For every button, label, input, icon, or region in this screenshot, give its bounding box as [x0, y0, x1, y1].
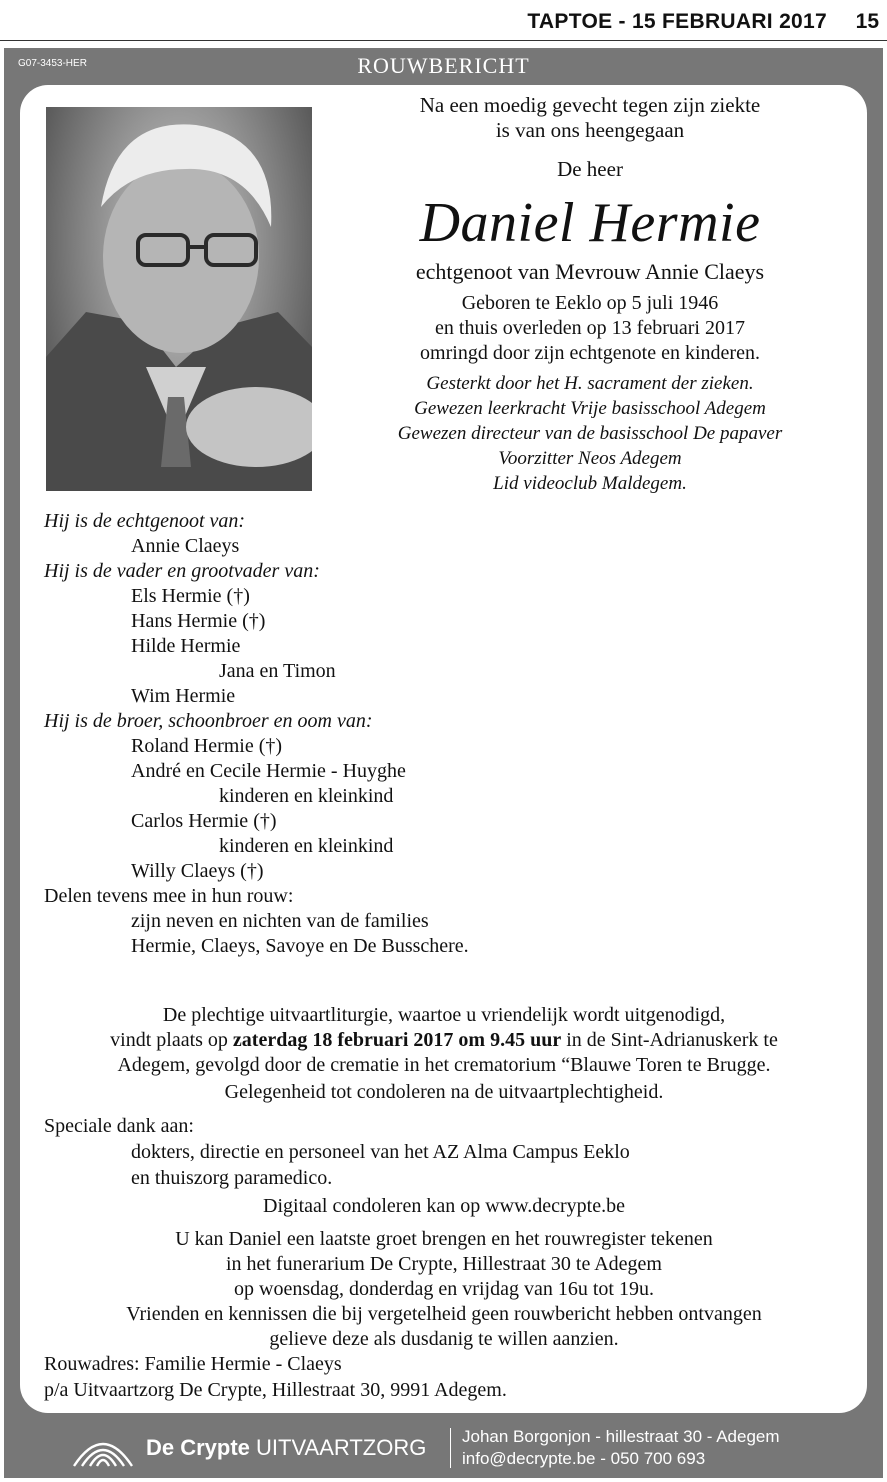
family-member: Carlos Hermie (†)	[131, 810, 277, 832]
honors-list	[320, 371, 860, 496]
address-line: Rouwadres: Familie Hermie - Claeys	[44, 1353, 342, 1375]
honor-line: Lid videoclub Maldegem.	[493, 473, 687, 494]
brand-name: De Crypte	[146, 1435, 250, 1460]
honor-line: Gesterkt door het H. sacrament der zieken.	[426, 373, 754, 394]
funeral-text: vindt plaats op	[110, 1029, 233, 1051]
family-member: Hilde Hermie	[131, 635, 241, 657]
family-member: Jana en Timon	[219, 660, 336, 682]
header-rule	[0, 40, 887, 41]
family-heading: Hij is de echtgenoot van:	[44, 510, 246, 532]
deceased-portrait	[46, 107, 312, 491]
honor-line: Gewezen leerkracht Vrije basisschool Adegem	[414, 398, 766, 419]
life-line: en thuis overleden op 13 februari 2017	[435, 317, 745, 339]
visit-line: U kan Daniel een laatste groet brengen en het rouwregister tekenen	[175, 1228, 713, 1250]
life-line: omringd door zijn echtgenote en kinderen.	[420, 342, 760, 364]
arch-lines-logo-icon	[70, 1428, 136, 1468]
life-details	[320, 291, 860, 366]
visit-line: Vrienden en kennissen die bij vergetelheid geen rouwbericht hebben ontvangen	[126, 1303, 762, 1325]
visit-line: in het funerarium De Crypte, Hillestraat 30 te Adegem	[226, 1253, 662, 1275]
notice-category: ROUWBERICHT	[357, 53, 530, 78]
family-member: Willy Claeys (†)	[131, 860, 264, 882]
thanks-line: en thuiszorg paramedico.	[131, 1167, 333, 1189]
address-line: p/a Uitvaartzorg De Crypte, Hillestraat 30, 9991 Adegem.	[44, 1379, 507, 1401]
funeral-date: zaterdag 18 februari 2017 om 9.45 uur	[232, 1029, 562, 1051]
contact-line: Johan Borgonjon - hillestraat 30 - Adegem	[462, 1427, 780, 1446]
funeral-announcement	[34, 1003, 854, 1078]
family-member: kinderen en kleinkind	[219, 835, 394, 857]
family-list	[44, 509, 844, 959]
family-member: Delen tevens mee in hun rouw:	[44, 885, 294, 907]
page-number: 15	[855, 10, 879, 33]
intro-text	[320, 93, 860, 143]
contact-line: info@decrypte.be - 050 700 693	[462, 1449, 706, 1468]
funeral-line: Adegem, gevolgd door de crematie in het crematorium “Blauwe Toren te Brugge.	[117, 1054, 771, 1076]
family-member: Roland Hermie (†)	[131, 735, 283, 757]
salutation: De heer	[557, 157, 623, 181]
thanks-heading: Speciale dank aan:	[44, 1115, 194, 1137]
family-member: André en Cecile Hermie - Huyghe	[131, 760, 406, 782]
intro-line: is van ons heengegaan	[495, 118, 685, 142]
life-line: Geboren te Eeklo op 5 juli 1946	[461, 292, 719, 314]
funeral-text: in de Sint-Adrianuskerk te	[561, 1029, 778, 1051]
honor-line: Voorzitter Neos Adegem	[498, 448, 682, 469]
digital-condolence: Digitaal condoleren kan op www.decrypte.be	[263, 1195, 625, 1217]
thanks-section	[44, 1113, 844, 1191]
funeral-line: De plechtige uitvaartliturgie, waartoe u vriendelijk wordt uitgenodigd,	[162, 1004, 726, 1026]
funeral-home-footer	[4, 1418, 883, 1478]
family-member: kinderen en kleinkind	[219, 785, 394, 807]
family-member: Hermie, Claeys, Savoye en De Busschere.	[131, 935, 469, 957]
family-heading: Hij is de broer, schoonbroer en oom van:	[44, 710, 373, 732]
condolence-note: Gelegenheid tot condoleren na de uitvaartplechtigheid.	[224, 1081, 664, 1103]
family-heading: Hij is de vader en grootvader van:	[44, 560, 320, 582]
visit-info	[34, 1227, 854, 1352]
funeral-home-brand	[146, 1435, 426, 1461]
intro-line: Na een moedig gevecht tegen zijn ziekte	[419, 93, 761, 117]
brand-suffix: UITVAARTZORG	[249, 1435, 427, 1460]
spouse-line: echtgenoot van Mevrouw Annie Claeys	[415, 259, 765, 284]
funeral-home-contact	[462, 1426, 780, 1470]
family-member: Wim Hermie	[131, 685, 236, 707]
page-header	[0, 0, 887, 44]
mourning-address	[44, 1351, 844, 1403]
visit-line: gelieve deze als dusdanig te willen aanzien.	[269, 1328, 619, 1350]
honor-line: Gewezen directeur van de basisschool De papaver	[397, 423, 783, 444]
visit-line: op woensdag, donderdag en vrijdag van 16u tot 19u.	[234, 1278, 654, 1300]
footer-divider	[450, 1428, 451, 1468]
funeral-line	[34, 1028, 854, 1053]
family-member: Annie Claeys	[131, 535, 240, 557]
family-member: Els Hermie (†)	[131, 585, 250, 607]
notice-panel	[20, 85, 867, 1413]
newspaper-runner: TAPTOE - 15 FEBRUARI 2017	[527, 10, 827, 33]
family-member: zijn neven en nichten van de families	[131, 910, 429, 932]
ad-code: G07-3453-HER	[18, 58, 87, 69]
deceased-name: Daniel Hermie	[419, 192, 761, 254]
family-member: Hans Hermie (†)	[131, 610, 266, 632]
thanks-line: dokters, directie en personeel van het AZ Alma Campus Eeklo	[131, 1141, 630, 1163]
death-notice-frame	[4, 48, 883, 1478]
